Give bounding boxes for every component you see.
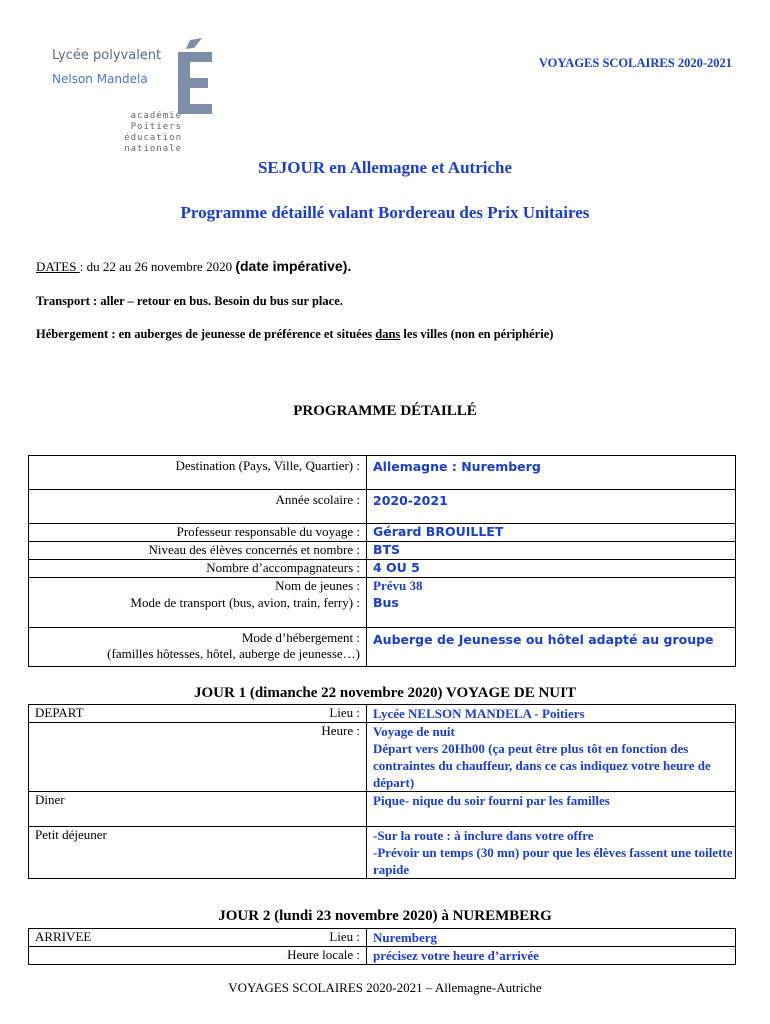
jour1-table bbox=[28, 704, 736, 879]
lieu-value: Lycée NELSON MANDELA - Poitiers bbox=[373, 706, 585, 721]
table-row bbox=[29, 559, 735, 577]
dates-label: DATES bbox=[36, 259, 80, 274]
table-row bbox=[29, 489, 735, 523]
page-footer: VOYAGES SCOLAIRES 2020-2021 – Allemagne-Autriche bbox=[228, 980, 542, 995]
table-row bbox=[29, 595, 735, 627]
academie-line: nationale bbox=[124, 144, 182, 154]
heure-cell bbox=[29, 723, 367, 791]
petitdej-value bbox=[367, 827, 735, 878]
page-title: SEJOUR en Allemagne et Autriche bbox=[257, 158, 513, 177]
heure-label: Heure : bbox=[321, 723, 360, 738]
petitdej-value-line2: -Prévoir un temps (30 mn) pour que les élèves fassent une toilette rapide bbox=[373, 845, 733, 877]
petitdej-label: Petit déjeuner bbox=[35, 827, 107, 842]
table-row bbox=[29, 791, 735, 826]
niveau-value: BTS bbox=[373, 542, 401, 557]
education-e-logo-icon bbox=[172, 38, 218, 116]
academie-logo-text bbox=[122, 111, 182, 155]
lieu-label: Lieu : bbox=[329, 929, 360, 944]
diner-label: Diner bbox=[35, 792, 65, 807]
heure-locale-label: Heure locale : bbox=[287, 947, 360, 962]
diner-cell bbox=[29, 792, 367, 826]
annee-value: 2020-2021 bbox=[373, 493, 448, 508]
lieu-label: Lieu : bbox=[329, 705, 360, 720]
table-row bbox=[29, 929, 735, 946]
hebergement-line bbox=[36, 327, 553, 342]
depart-cell bbox=[29, 705, 367, 722]
accomp-label: Nombre d’accompagnateurs : bbox=[29, 560, 367, 577]
petitdej-value-line1: -Sur la route : à inclure dans votre offre bbox=[373, 828, 594, 843]
heure-value-detail: Départ vers 20Hh00 (ça peut être plus tôt en fonction des contraintes du chauffeur, dans ce cas indiquez votre heure de départ) bbox=[373, 741, 711, 790]
dates-emphasis: (date impérative). bbox=[235, 258, 352, 274]
prof-label: Professeur responsable du voyage : bbox=[29, 524, 367, 541]
lieu-value: Nuremberg bbox=[373, 930, 438, 945]
arrivee-label: ARRIVEE bbox=[35, 929, 92, 944]
destination-value: Allemagne : Nuremberg bbox=[373, 459, 541, 474]
jour1-title: JOUR 1 (dimanche 22 novembre 2020) VOYAGE DE NUIT bbox=[194, 685, 576, 701]
table-row bbox=[29, 456, 735, 489]
prof-value: Gérard BROUILLET bbox=[373, 524, 504, 539]
table-row bbox=[29, 541, 735, 559]
dates-line bbox=[36, 258, 351, 275]
table-row bbox=[29, 627, 735, 666]
transport-mode-value: Bus bbox=[373, 595, 399, 610]
petitdej-cell bbox=[29, 827, 367, 878]
table-row bbox=[29, 705, 735, 722]
transport-line: Transport : aller – retour en bus. Besoin du bus sur place. bbox=[36, 294, 343, 308]
academie-line: Poitiers bbox=[130, 122, 182, 132]
hebergement-underlined: dans bbox=[375, 327, 401, 341]
heberg-mode-value: Auberge de Jeunesse ou hôtel adapté au groupe bbox=[373, 632, 714, 647]
annee-label: Année scolaire : bbox=[29, 490, 367, 523]
heberg-mode-label bbox=[29, 628, 367, 666]
destination-label: Destination (Pays, Ville, Quartier) : bbox=[29, 456, 367, 489]
info-table bbox=[28, 455, 736, 667]
table-row bbox=[29, 722, 735, 791]
programme-title: PROGRAMME DÉTAILLÉ bbox=[293, 403, 477, 419]
school-name-line1: Lycée polyvalent bbox=[52, 48, 162, 63]
hebergement-after: les villes (non en périphérie) bbox=[400, 327, 554, 341]
niveau-label: Niveau des élèves concernés et nombre : bbox=[29, 542, 367, 559]
jour2-table bbox=[28, 928, 736, 965]
header-voyages: VOYAGES SCOLAIRES 2020-2021 bbox=[538, 56, 732, 70]
table-row bbox=[29, 577, 735, 595]
jeunes-label: Nom de jeunes : bbox=[29, 578, 367, 595]
academie-line: académie bbox=[130, 111, 182, 121]
heure-locale-cell bbox=[29, 947, 367, 964]
heure-value bbox=[367, 723, 735, 791]
school-name-line2: Nelson Mandela bbox=[52, 72, 148, 86]
page-subtitle: Programme détaillé valant Bordereau des Prix Unitaires bbox=[180, 203, 590, 222]
accomp-value: 4 OU 5 bbox=[373, 560, 420, 575]
heure-value-main: Voyage de nuit bbox=[373, 724, 455, 739]
heberg-label-line2: (familles hôtesses, hôtel, auberge de jeunesse…) bbox=[107, 646, 360, 661]
heberg-label-line1: Mode d’hébergement : bbox=[241, 630, 360, 645]
transport-mode-label: Mode de transport (bus, avion, train, ferry) : bbox=[29, 595, 367, 627]
table-row bbox=[29, 523, 735, 541]
arrivee-cell bbox=[29, 929, 367, 946]
jour2-title: JOUR 2 (lundi 23 novembre 2020) à NUREMBERG bbox=[218, 908, 552, 924]
jeunes-value: Prévu 38 bbox=[373, 578, 423, 593]
dates-text: : du 22 au 26 novembre 2020 bbox=[79, 259, 236, 274]
diner-value: Pique- nique du soir fourni par les familles bbox=[373, 793, 610, 808]
heure-locale-value: précisez votre heure d’arrivée bbox=[373, 948, 539, 963]
depart-label: DEPART bbox=[35, 705, 84, 720]
table-row bbox=[29, 946, 735, 964]
hebergement-before: Hébergement : en auberges de jeunesse de préférence et situées bbox=[36, 327, 376, 341]
academie-line: éducation bbox=[124, 133, 182, 143]
table-row bbox=[29, 826, 735, 878]
